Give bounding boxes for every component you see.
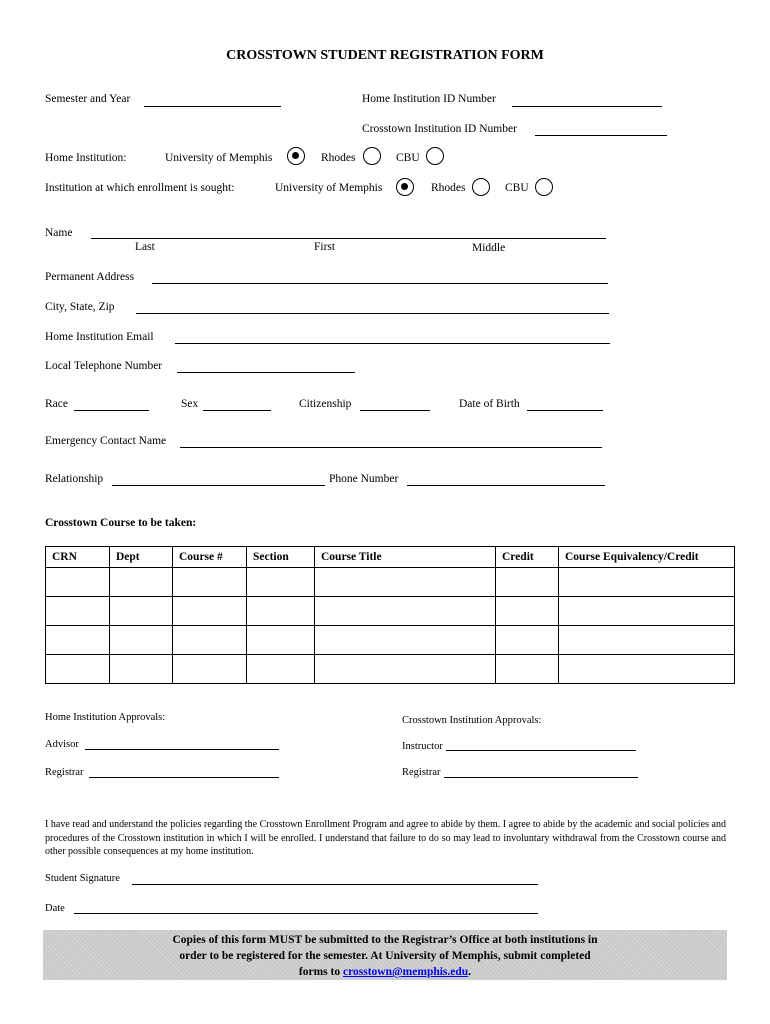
student-signature-label: Student Signature xyxy=(45,873,120,884)
crosstown-registrar-label: Registrar xyxy=(402,767,441,778)
table-row xyxy=(46,568,735,597)
table-cell[interactable] xyxy=(496,568,559,597)
courses-heading: Crosstown Course to be taken: xyxy=(45,517,197,529)
race-label: Race xyxy=(45,398,68,410)
home-registrar-label: Registrar xyxy=(45,767,84,778)
enrollment-institution-label: Institution at which enrollment is sought: xyxy=(45,182,235,194)
home-option-cbu-radio[interactable] xyxy=(426,147,444,165)
table-cell[interactable] xyxy=(46,626,110,655)
telephone-label: Local Telephone Number xyxy=(45,360,163,372)
enrollment-option-memphis-label: University of Memphis xyxy=(275,182,383,194)
table-cell[interactable] xyxy=(496,597,559,626)
table-cell[interactable] xyxy=(46,568,110,597)
table-cell[interactable] xyxy=(315,655,496,684)
notice-line-2: order to be registered for the semester. At University of Memphis, submit completed xyxy=(179,950,591,962)
col-course-number: Course # xyxy=(173,547,247,568)
home-registrar-signature-field[interactable] xyxy=(89,777,279,778)
form-title: CROSSTOWN STUDENT REGISTRATION FORM xyxy=(226,48,544,63)
table-cell[interactable] xyxy=(315,597,496,626)
table-cell[interactable] xyxy=(496,655,559,684)
relationship-field[interactable] xyxy=(112,485,325,486)
citizenship-label: Citizenship xyxy=(299,398,352,410)
enrollment-option-cbu-radio[interactable] xyxy=(535,178,553,196)
home-option-rhodes-radio[interactable] xyxy=(363,147,381,165)
citizenship-field[interactable] xyxy=(360,410,430,411)
advisor-signature-field[interactable] xyxy=(85,749,279,750)
notice-line-1: Copies of this form MUST be submitted to the Registrar’s Office at both institutions in xyxy=(172,934,598,946)
relationship-label: Relationship xyxy=(45,473,104,485)
enrollment-option-rhodes-label: Rhodes xyxy=(431,182,466,194)
table-cell[interactable] xyxy=(559,597,735,626)
semester-label: Semester and Year xyxy=(45,93,131,105)
col-credit: Credit xyxy=(496,547,559,568)
table-cell[interactable] xyxy=(315,568,496,597)
enrollment-option-rhodes-radio[interactable] xyxy=(472,178,490,196)
table-cell[interactable] xyxy=(173,597,247,626)
student-signature-field[interactable] xyxy=(132,884,538,885)
sex-label: Sex xyxy=(181,398,199,410)
col-course-equivalency: Course Equivalency/Credit xyxy=(559,547,735,568)
table-cell[interactable] xyxy=(559,626,735,655)
home-institution-label: Home Institution: xyxy=(45,152,127,164)
course-table-header xyxy=(46,547,735,568)
table-cell[interactable] xyxy=(559,568,735,597)
crosstown-registrar-signature-field[interactable] xyxy=(444,777,638,778)
email-field[interactable] xyxy=(175,343,610,344)
table-cell[interactable] xyxy=(496,626,559,655)
home-option-memphis-radio[interactable] xyxy=(287,147,305,165)
city-state-zip-label: City, State, Zip xyxy=(45,301,115,313)
table-row xyxy=(46,597,735,626)
sex-field[interactable] xyxy=(203,410,271,411)
crosstown-id-field[interactable] xyxy=(535,135,667,136)
table-cell[interactable] xyxy=(173,655,247,684)
emergency-contact-field[interactable] xyxy=(180,447,602,448)
name-field[interactable] xyxy=(91,238,606,239)
home-option-rhodes-label: Rhodes xyxy=(321,152,356,164)
home-approvals-heading: Home Institution Approvals: xyxy=(45,712,166,723)
instructor-label: Instructor xyxy=(402,741,443,752)
table-cell[interactable] xyxy=(110,597,173,626)
table-cell[interactable] xyxy=(247,568,315,597)
instructor-signature-field[interactable] xyxy=(446,750,636,751)
col-course-title: Course Title xyxy=(315,547,496,568)
submission-notice xyxy=(43,930,727,980)
table-cell[interactable] xyxy=(110,568,173,597)
enrollment-option-memphis-radio[interactable] xyxy=(396,178,414,196)
dob-label: Date of Birth xyxy=(459,398,520,410)
date-field[interactable] xyxy=(74,913,538,914)
name-sub-last: Last xyxy=(135,241,155,253)
advisor-label: Advisor xyxy=(45,739,79,750)
phone-number-label: Phone Number xyxy=(329,473,399,485)
table-cell[interactable] xyxy=(247,655,315,684)
crosstown-email-link[interactable]: crosstown@memphis.edu xyxy=(343,966,469,978)
table-row xyxy=(46,655,735,684)
home-option-cbu-label: CBU xyxy=(396,152,420,164)
col-dept: Dept xyxy=(110,547,173,568)
semester-field[interactable] xyxy=(144,106,281,107)
enrollment-option-cbu-label: CBU xyxy=(505,182,529,194)
notice-line-3-prefix: forms to xyxy=(298,966,343,978)
table-cell[interactable] xyxy=(46,655,110,684)
telephone-field[interactable] xyxy=(177,372,355,373)
table-cell[interactable] xyxy=(247,597,315,626)
table-cell[interactable] xyxy=(247,626,315,655)
notice-line-3 xyxy=(43,964,727,980)
home-option-memphis-label: University of Memphis xyxy=(165,152,273,164)
col-crn: CRN xyxy=(46,547,110,568)
course-table xyxy=(45,546,735,684)
name-sub-first: First xyxy=(314,241,336,253)
name-label: Name xyxy=(45,227,73,239)
table-cell[interactable] xyxy=(110,655,173,684)
race-field[interactable] xyxy=(74,410,149,411)
permanent-address-field[interactable] xyxy=(152,283,608,284)
table-cell[interactable] xyxy=(559,655,735,684)
table-cell[interactable] xyxy=(173,568,247,597)
crosstown-id-label: Crosstown Institution ID Number xyxy=(362,123,517,135)
table-cell[interactable] xyxy=(110,626,173,655)
agreement-text: I have read and understand the policies regarding the Crosstown Enrollment Program and agree to abide by them. I agree to abide by the academic and social policies and procedures of the Crosstown institution in which I will be enrolled. I understand that failure to do so may lead to involuntary withdrawal from the Crosstown course and other possible consequences at my home institution. xyxy=(45,819,726,857)
home-id-label: Home Institution ID Number xyxy=(362,93,496,105)
notice-line-3-suffix: . xyxy=(468,966,472,978)
table-cell[interactable] xyxy=(315,626,496,655)
date-label: Date xyxy=(45,903,65,914)
name-sub-middle: Middle xyxy=(472,242,506,254)
crosstown-approvals-heading: Crosstown Institution Approvals: xyxy=(402,715,542,726)
home-id-field[interactable] xyxy=(512,106,662,107)
table-row xyxy=(46,626,735,655)
dob-field[interactable] xyxy=(527,410,603,411)
city-state-zip-field[interactable] xyxy=(136,313,609,314)
emergency-contact-label: Emergency Contact Name xyxy=(45,435,167,447)
col-section: Section xyxy=(247,547,315,568)
email-label: Home Institution Email xyxy=(45,331,154,343)
table-cell[interactable] xyxy=(173,626,247,655)
permanent-address-label: Permanent Address xyxy=(45,271,135,283)
table-cell[interactable] xyxy=(46,597,110,626)
phone-number-field[interactable] xyxy=(407,485,605,486)
